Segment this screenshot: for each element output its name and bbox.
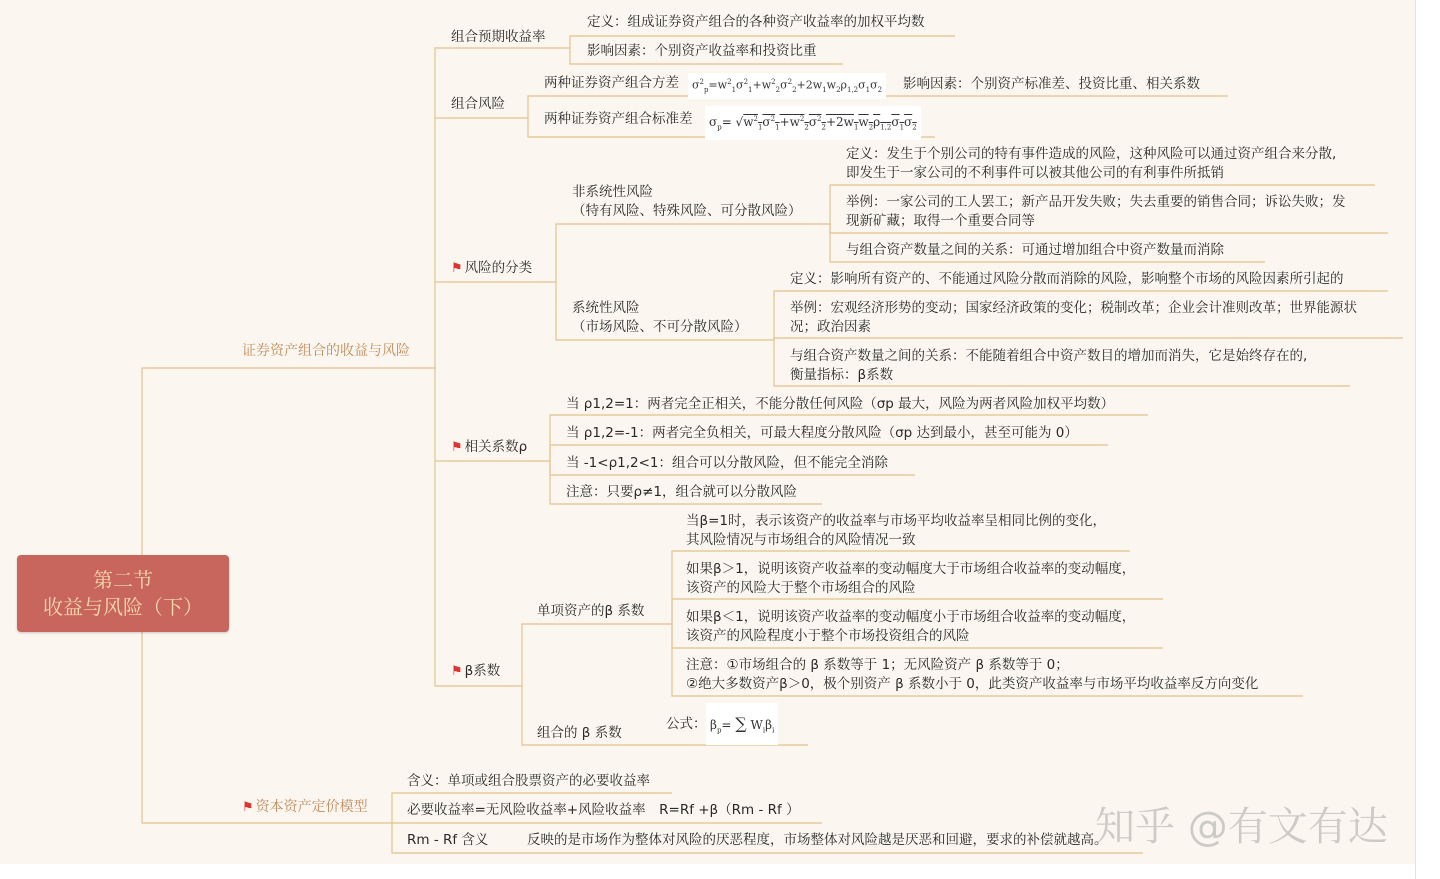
node-risk-classification-label: 风险的分类 [464, 260, 533, 276]
node-capm[interactable] [242, 798, 368, 817]
systematic-relation-1[interactable]: 与组合资产数量之间的关系：不能随着组合中资产数目的增加而消失，它是始终存在的, [790, 348, 1308, 364]
systematic-example-2: 况；政治因素 [790, 319, 871, 335]
systematic-example-1[interactable]: 举例：宏观经济形势的变动；国家经济政策的变化；税制改革；企业会计准则改革；世界能源状 [790, 300, 1357, 316]
correlation-item-1[interactable]: 当 ρ1,2=1：两者完全正相关，不能分散任何风险（σp 最大，风险为两者风险加权平均数） [566, 396, 1115, 412]
capm-meaning[interactable]: 含义：单项或组合股票资产的必要收益率 [407, 773, 650, 789]
beta-eq1-2: 其风险情况与市场组合的风险情况一致 [686, 532, 916, 548]
systematic-definition[interactable]: 定义：影响所有资产的、不能通过风险分散而消除的风险，影响整个市场的风险因素所引起的 [790, 271, 1344, 287]
unsystematic-label-1[interactable]: 非系统性风险 [572, 184, 653, 200]
capm-rm-rf-label[interactable]: Rm - Rf 含义 [407, 832, 489, 848]
portfolio-beta-label[interactable]: 组合的 β 系数 [537, 725, 622, 741]
correlation-item-2[interactable]: 当 ρ1,2=-1：两者完全负相关，可最大程度分散风险（σp 达到最小，甚至可能为 0） [566, 425, 1078, 441]
flag-icon: ⚑ [242, 800, 254, 815]
node-correlation-label: 相关系数ρ [464, 439, 528, 455]
flag-icon: ⚑ [451, 261, 463, 276]
bottom-margin [0, 864, 1415, 879]
correlation-item-3[interactable]: 当 -1<ρ1,2<1：组合可以分散风险，但不能完全消除 [566, 455, 889, 471]
systematic-label-2: （市场风险、不可分散风险） [572, 319, 748, 335]
unsystematic-definition-1[interactable]: 定义：发生于个别公司的特有事件造成的风险，这种风险可以通过资产组合来分散, [846, 146, 1337, 162]
unsystematic-relation[interactable]: 与组合资产数量之间的关系：可通过增加组合中资产数量而消除 [846, 242, 1224, 258]
beta-note-2: ②绝大多数资产β＞0，极个别资产 β 系数小于 0，此类资产收益率与市场平均收益率反方向变化 [686, 676, 1259, 692]
node-correlation[interactable] [451, 438, 527, 457]
node-beta[interactable] [451, 662, 500, 681]
flag-icon: ⚑ [451, 440, 463, 455]
expected-return-factors[interactable]: 影响因素：个别资产收益率和投资比重 [587, 43, 817, 59]
std-formula-image: $\sigma_p= √w^2_1\sigma^2_1+w^2_2\sigma^2_2+2w_1w_2\rho_{1,2}\sigma_1\sigma_2$ [705, 106, 921, 140]
capm-rm-rf-text[interactable]: 反映的是市场作为整体对风险的厌恶程度，市场整体对风险越是厌恶和回避，要求的补偿就越高。 [527, 832, 1108, 848]
systematic-relation-2: 衡量指标：β系数 [790, 367, 894, 383]
unsystematic-example-1[interactable]: 举例：一家公司的工人罢工；新产品开发失败；失去重要的销售合同；诉讼失败；发 [846, 194, 1346, 210]
node-beta-label: β系数 [464, 663, 501, 679]
beta-lt1-2: 该资产的风险程度小于整个市场投资组合的风险 [686, 628, 970, 644]
portfolio-beta-formula-image: $\beta_p=$ ∑ $W_i\beta_i$ [706, 703, 778, 745]
beta-gt1-1[interactable]: 如果β＞1，说明该资产收益率的变动幅度大于市场组合收益率的变动幅度， [686, 561, 1136, 577]
expected-return-definition[interactable]: 定义：组成证券资产组合的各种资产收益率的加权平均数 [587, 14, 925, 30]
beta-eq1-1[interactable]: 当β=1时，表示该资产的收益率与市场平均收益率呈相同比例的变化， [686, 513, 1107, 529]
root-node[interactable] [17, 555, 229, 632]
capm-required-return[interactable]: 必要收益率=无风险收益率+风险收益率 R=Rf +β（Rm - Rf ） [407, 802, 800, 818]
variance-factors[interactable]: 影响因素：个别资产标准差、投资比重、相关系数 [903, 76, 1200, 92]
watermark: 知乎 @有文有达 [1095, 804, 1388, 850]
node-portfolio-return-risk[interactable]: 证券资产组合的收益与风险 [242, 343, 410, 359]
root-line1: 第二节 [93, 567, 153, 592]
unsystematic-definition-2: 即发生于一家公司的不利事件可以被其他公司的有利事件所抵销 [846, 165, 1224, 181]
std-label[interactable]: 两种证券资产组合标准差 [544, 111, 693, 127]
correlation-item-4[interactable]: 注意：只要ρ≠1，组合就可以分散风险 [566, 484, 797, 500]
right-margin [1415, 0, 1440, 879]
unsystematic-example-2: 现新矿藏；取得一个重要合同等 [846, 213, 1035, 229]
beta-lt1-1[interactable]: 如果β＜1，说明该资产收益率的变动幅度小于市场组合收益率的变动幅度， [686, 609, 1136, 625]
variance-label[interactable]: 两种证券资产组合方差 [544, 75, 679, 91]
variance-formula-image: $\sigma^2_p=w^2_1\sigma^2_1+w^2_2\sigma^2_2+2w_1w_2\rho_{1,2}\sigma_1\sigma_2$ [688, 73, 886, 99]
unsystematic-label-2: （特有风险、特殊风险、可分散风险） [572, 203, 802, 219]
root-line2: 收益与风险（下） [43, 594, 203, 619]
node-portfolio-risk[interactable]: 组合风险 [451, 96, 505, 112]
systematic-label-1[interactable]: 系统性风险 [572, 300, 640, 316]
node-expected-return[interactable]: 组合预期收益率 [451, 29, 546, 45]
single-beta-label[interactable]: 单项资产的β 系数 [537, 603, 645, 619]
node-risk-classification[interactable] [451, 259, 532, 278]
beta-gt1-2: 该资产的风险大于整个市场组合的风险 [686, 580, 916, 596]
portfolio-beta-formula-label[interactable]: 公式： [666, 716, 707, 732]
node-capm-label: 资本资产定价模型 [255, 799, 368, 815]
beta-note-1[interactable]: 注意：①市场组合的 β 系数等于 1；无风险资产 β 系数等于 0； [686, 657, 1069, 673]
flag-icon: ⚑ [451, 664, 463, 679]
